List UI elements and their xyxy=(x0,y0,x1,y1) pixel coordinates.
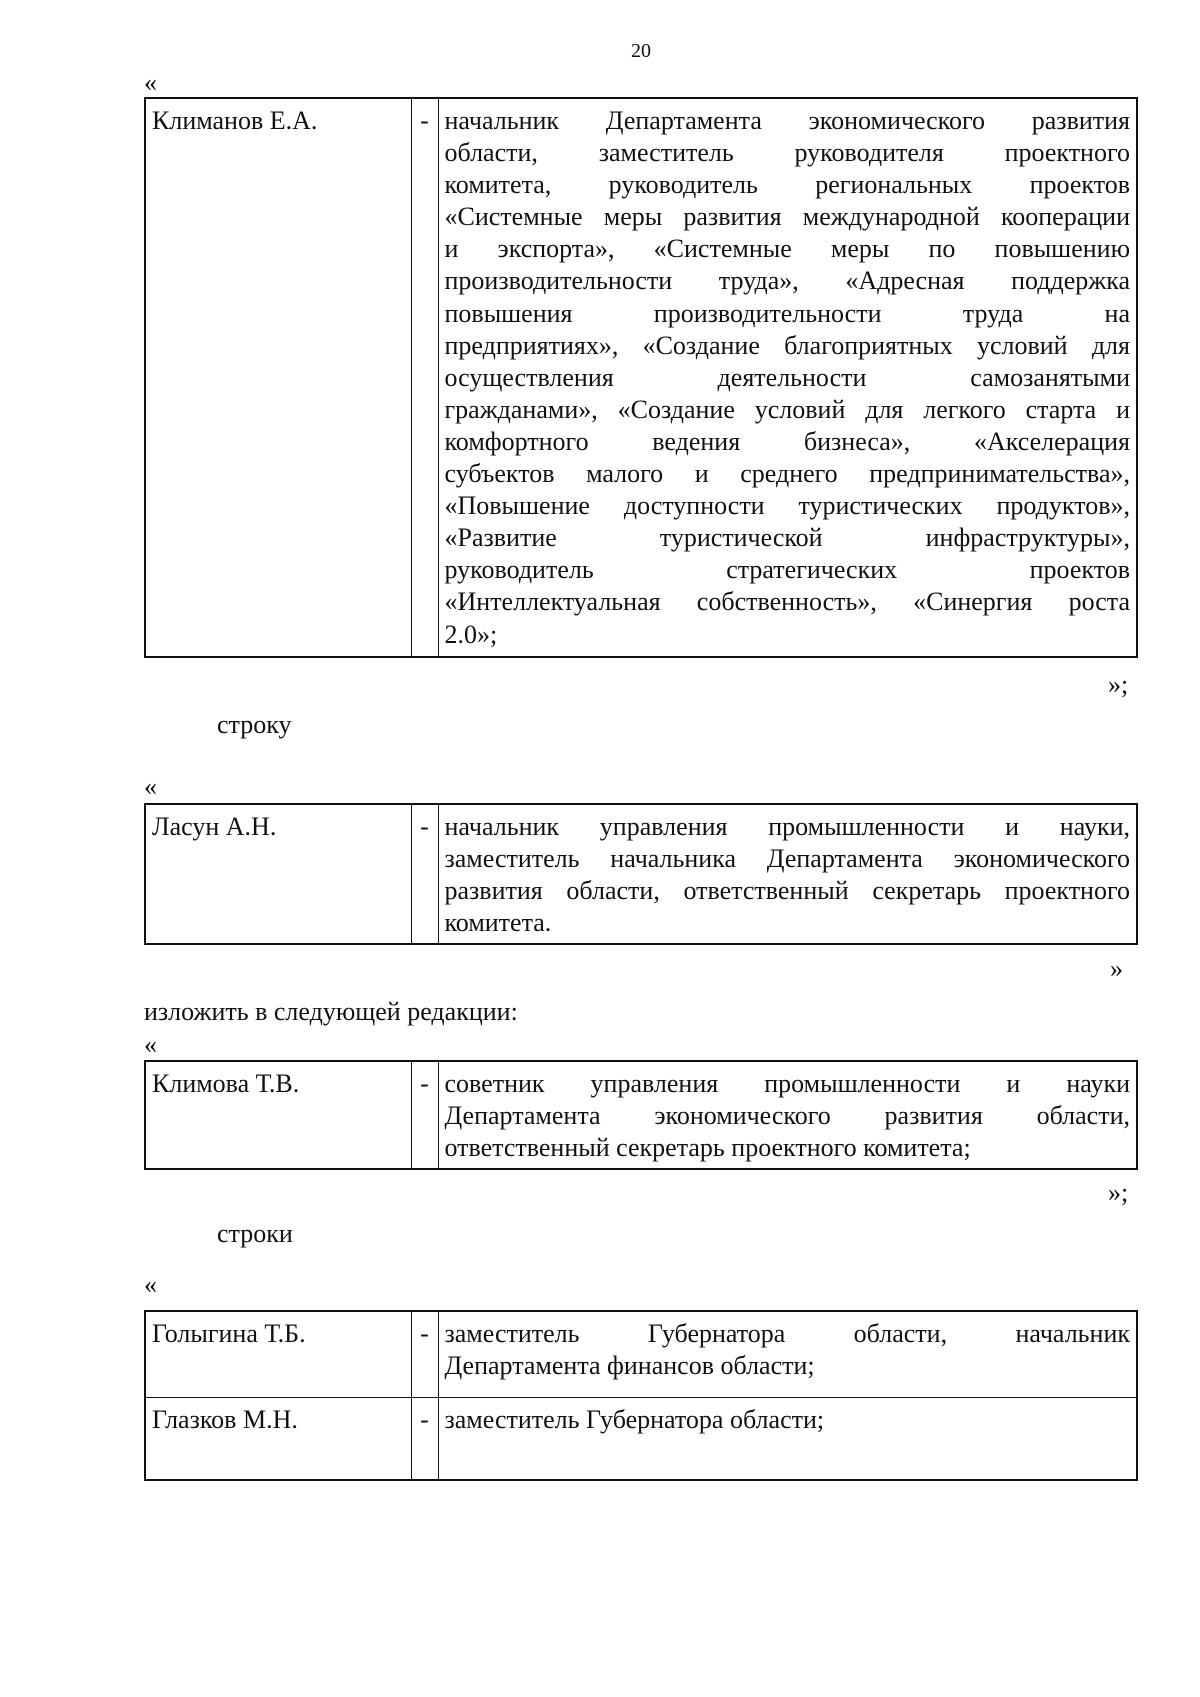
person-name: Климанов Е.А. xyxy=(145,98,411,657)
page-number: 20 xyxy=(631,40,651,62)
description-line: руководитель стратегических проектов xyxy=(444,555,1130,585)
position-description xyxy=(438,1397,1137,1480)
paragraph-izlozhit: изложить в следующей редакции: xyxy=(144,997,518,1026)
description-line: развития области, ответственный секретарь проектного xyxy=(444,876,1130,906)
open-quote: « xyxy=(144,772,157,801)
position-description xyxy=(438,804,1137,944)
open-quote: « xyxy=(144,1270,157,1299)
table-row xyxy=(145,1397,1137,1480)
description-line: и экспорта», «Системные меры по повышению xyxy=(444,234,1130,264)
person-name: Голыгина Т.Б. xyxy=(145,1311,411,1397)
description-line: «Интеллектуальная собственность», «Синергия роста xyxy=(444,587,1130,617)
position-description xyxy=(438,1061,1137,1169)
description-line: советник управления промышленности и науки xyxy=(444,1069,1130,1098)
table-row xyxy=(145,804,1137,944)
open-quote: « xyxy=(144,1030,157,1059)
description-line: начальник управления промышленности и науки, xyxy=(444,812,1130,841)
description-line: гражданами», «Создание условий для легкого старта и xyxy=(444,394,1130,424)
dash-separator: - xyxy=(411,1061,438,1169)
table-lasun xyxy=(144,803,1138,945)
description-line: комитета, руководитель региональных проектов xyxy=(444,170,1130,200)
description-line: субъектов малого и среднего предпринимательства», xyxy=(444,459,1130,489)
open-quote: « xyxy=(144,68,157,97)
description-line: «Системные меры развития международной кооперации xyxy=(444,202,1130,232)
description-line: предприятиях», «Создание благоприятных условий для xyxy=(444,330,1130,360)
paragraph-stroki: строки xyxy=(217,1219,293,1248)
description-line: комитета. xyxy=(444,908,552,938)
description-line: ответственный секретарь проектного комитета; xyxy=(444,1133,971,1163)
person-name: Глазков М.Н. xyxy=(145,1397,411,1480)
table-klimova xyxy=(144,1060,1138,1170)
description-line: комфортного ведения бизнеса», «Акселерация xyxy=(444,426,1130,456)
description-line: повышения производительности труда на xyxy=(444,298,1130,328)
description-line: осуществления деятельности самозанятыми xyxy=(444,362,1130,392)
description-line: «Повышение доступности туристических продуктов», xyxy=(444,491,1130,521)
close-quote: »; xyxy=(1108,670,1129,699)
table-golygina-glazkov xyxy=(144,1310,1138,1481)
table-row xyxy=(145,1311,1137,1397)
close-quote: »; xyxy=(1108,1178,1129,1207)
table-row xyxy=(145,98,1137,657)
person-name: Ласун А.Н. xyxy=(145,804,411,944)
description-line: 2.0»; xyxy=(444,619,498,649)
description-line: Департамента финансов области; xyxy=(444,1351,815,1381)
table-row xyxy=(145,1061,1137,1169)
description-line: производительности труда», «Адресная поддержка xyxy=(444,266,1130,296)
description-line: Департамента экономического развития области, xyxy=(444,1101,1130,1131)
description-line: заместитель начальника Департамента экономического xyxy=(444,844,1130,874)
description-line: заместитель Губернатора области, начальник xyxy=(444,1319,1130,1348)
description-line: «Развитие туристической инфраструктуры», xyxy=(444,523,1130,553)
dash-separator: - xyxy=(411,98,438,657)
description-line: начальник Департамента экономического развития xyxy=(444,106,1130,135)
close-quote: » xyxy=(1110,954,1123,983)
table-klimanov xyxy=(144,97,1138,658)
person-name: Климова Т.В. xyxy=(145,1061,411,1169)
description-line: области, заместитель руководителя проектного xyxy=(444,138,1130,168)
dash-separator: - xyxy=(411,804,438,944)
dash-separator: - xyxy=(411,1397,438,1480)
description-line: заместитель Губернатора области; xyxy=(444,1404,825,1434)
dash-separator: - xyxy=(411,1311,438,1397)
paragraph-stroku: строку xyxy=(217,710,292,739)
position-description xyxy=(438,1311,1137,1397)
position-description xyxy=(438,98,1137,657)
